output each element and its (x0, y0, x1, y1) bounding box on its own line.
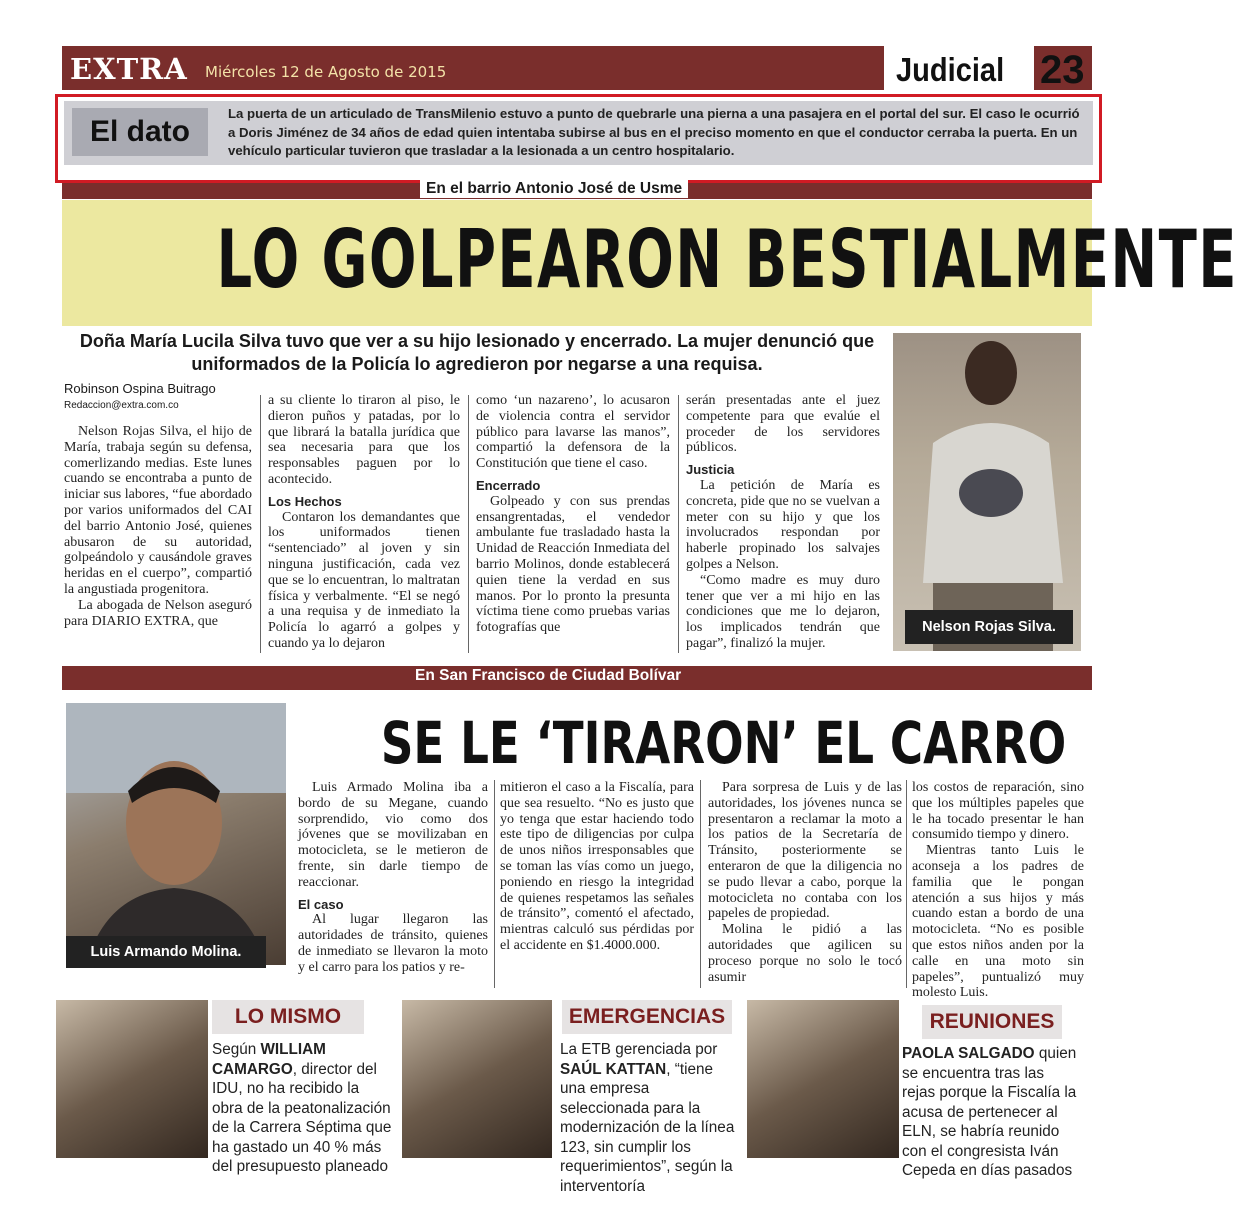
story2-column-3 (708, 780, 902, 985)
story1-headline: LO GOLPEARON BESTIALMENTE (216, 213, 1238, 306)
newspaper-logo: EXTRA (70, 52, 188, 86)
story1-col1-paragraph-2: La abogada de Nelson aseguró para DIARIO EXTRA, que (64, 597, 252, 629)
story1-column-3 (476, 393, 670, 636)
story1-column-4 (686, 393, 880, 652)
story1-email: Redaccion@extra.com.co (64, 400, 179, 411)
brief2-text (560, 1040, 740, 1195)
story2-column-1 (298, 780, 488, 976)
column-divider (700, 780, 701, 988)
brief1-lead: Según (212, 1041, 261, 1058)
story1-col2-paragraph: a su cliente lo tiraron al piso, le dieron puños y patadas, por lo que librará la batalla jurídica que sea necesaria para que los responsables paguen por lo acontecido. (268, 393, 460, 487)
brief3-tag: REUNIONES (922, 1005, 1062, 1039)
dato-label: El dato (72, 108, 208, 156)
story1-column-2 (268, 393, 460, 652)
brief1-tag: LO MISMO (212, 1000, 364, 1034)
brief3-photo (747, 1000, 899, 1158)
story2-col1-paragraph: Luis Armado Molina iba a bordo de su Megane, cuando sorprendido, vio como dos jóvenes que se movilizaban en motocicleta, se le metieron de frente, sin darle tiempo de reaccionar. (298, 780, 488, 890)
story2-col3-paragraph: Para sorpresa de Luis y de las autoridades, los jóvenes nunca se presentaron a reclamar la moto a los patios de la Secretaría de Tránsito, posteriormente se enteraron de que la diligencia no se pudo llevar a cabo, porque la motocicleta no contaba con los papeles de propiedad. (708, 780, 902, 922)
story1-subhead-justicia: Justicia (686, 462, 735, 478)
story1-col4-paragraph-2: La petición de María es concreta, pide que no se vuelvan a meter con su hijo y que los involucrados respondan por haberle propinado los salvajes golpes a Nelson. (686, 477, 880, 572)
story1-photo (893, 333, 1081, 651)
story1-col2-paragraph-2: Contaron los demandantes que los uniformados tienen “sentenciado” al joven y sin ninguna justificación, cada vez que se lo encuentran, lo maltratan física y verbalmente. “El se negó a una requisa y de inmediato la Policía lo agarró a golpes y cuando ya lo dejaron (268, 509, 460, 651)
portrait-photo-icon (66, 703, 286, 965)
section-title: Judicial (896, 51, 1005, 88)
brief2-tag: EMERGENCIAS (562, 1000, 732, 1034)
story1-author: Robinson Ospina Buitrago (64, 381, 216, 396)
story2-col3-paragraph-2: Molina le pidió a las autoridades que agilicen su proceso porque no solo le tocó asumir (708, 922, 902, 985)
column-divider (906, 780, 907, 988)
story1-column-1 (64, 424, 252, 629)
brief1-text (212, 1040, 392, 1175)
column-divider (678, 395, 679, 653)
story2-photo-caption: Luis Armando Molina. (66, 936, 266, 968)
story1-col4-paragraph: serán presentadas ante el juez competente para que evalúe el proceder de los servidores públicos. (686, 393, 880, 456)
brief2-rest: , “tiene una empresa seleccionada para la modernización de la línea 123, sin cumplir los requerimientos”, según la interventoría (560, 1060, 735, 1195)
page-number: 23 (1040, 48, 1085, 92)
brief1-photo (56, 1000, 208, 1158)
story1-col4-paragraph-3: “Como madre es muy duro tener que ver a mi hijo en las condiciones que me lo dejaron, los implicados tendrán que pagar”, finalizó la mujer. (686, 572, 880, 651)
story1-subhead-hechos: Los Hechos (268, 493, 342, 509)
story2-col1-paragraph-2: Al lugar llegaron las autoridades de tránsito, quienes de inmediato se llevaron la moto y el carro para los patios y re- (298, 912, 488, 975)
brief2-lead: La ETB gerenciada por (560, 1041, 718, 1058)
brief3-name: PAOLA SALGADO (902, 1045, 1035, 1062)
story2-kicker: En San Francisco de Ciudad Bolívar (415, 667, 682, 684)
column-divider (468, 395, 469, 653)
story1-kicker: En el barrio Antonio José de Usme (420, 180, 688, 198)
brief1-name: WILLIAM CAMARGO (212, 1041, 326, 1078)
story2-column-2 (500, 780, 694, 954)
brief3-text (902, 1044, 1080, 1179)
story1-deck: Doña María Lucila Silva tuvo que ver a su hijo lesionado y encerrado. La mujer denunció que uniformados de la Policía lo agredieron por negarse a una requisa. (79, 331, 875, 374)
story2-photo (66, 703, 286, 965)
brief2-photo (402, 1000, 552, 1158)
brief3-rest: quien se encuentra tras las rejas porque la Fiscalía la acusa de pertenecer al ELN, se habría reunido con el congresista Iván Cepeda en días pasados (902, 1045, 1077, 1179)
story2-col2-paragraph: mitieron el caso a la Fiscalía, para que sea resuelto. “No es justo que yo tenga que estar haciendo todo este tipo de diligencias por culpa de unos niños irresponsables que se toman las vías como un juego, poniendo en riesgo la integridad de quienes respetamos las señales de tránsito”, comentó el afectado, mientras calculó sus pérdidas por el accidente en $1.4000.000. (500, 780, 694, 953)
column-divider (494, 780, 495, 988)
story2-column-4 (912, 780, 1084, 1001)
issue-date: Miércoles 12 de Agosto de 2015 (205, 63, 447, 81)
story1-photo-caption: Nelson Rojas Silva. (905, 610, 1073, 644)
story2-col4-paragraph-2: Mientras tanto Luis le aconseja a los padres de familia que le pongan atención a sus hijos y más cuando estan a bordo de una motocicleta. “No es posible que estos niños anden por la calle en una moto sin papeles”, puntualizó muy molesto Luis. (912, 843, 1084, 1001)
story2-col4-paragraph: los costos de reparación, sino que los múltiples papeles que le ha tocado presentar le han consumido tiempo y dinero. (912, 780, 1084, 843)
story1-col3-paragraph-2: Golpeado y con sus prendas ensangrentadas, el vendedor ambulante fue trasladado hasta la Unidad de Reacción Inmediata del barrio Molinos, donde establecerá quien tiene la verdad en sus manos. Por lo pronto la presunta víctima tiene como pruebas varias fotografías que (476, 493, 670, 636)
column-divider (260, 395, 261, 653)
person-photo-icon (893, 333, 1081, 651)
story2-headline: SE LE ‘TIRARON’ EL CARRO (380, 709, 1067, 777)
story1-subhead-encerrado: Encerrado (476, 477, 541, 493)
brief1-rest: , director del IDU, no ha recibido la obra de la peatonalización de la Carrera Séptima que ha gastado un 40 % más del presupuesto planeado (212, 1060, 392, 1175)
dato-text: La puerta de un articulado de TransMilenio estuvo a punto de quebrarle una pierna a una pasajera en el portal del sur. El caso le ocurrió a Doris Jiménez de 34 años de edad quien intentaba subirse al bus en el preciso momento en que el conductor cerraba la puerta. En un vehículo particular tuvieron que trasladar a la lesionada a un centro hospitalario. (228, 106, 1080, 158)
story1-col3-paragraph: como ‘un nazareno’, lo acusaron de violencia contra el servidor público para lavarse las manos”, compartió la defensora de la Constitución que tiene el caso. (476, 393, 670, 472)
story2-subhead-caso: El caso (298, 896, 344, 912)
brief2-name: SAÚL KATTAN (560, 1060, 667, 1078)
story1-col1-paragraph: Nelson Rojas Silva, el hijo de María, trabaja según su defensa, comerlizando medias. Este lunes cuando se encontraba a punto de iniciar sus labores, “fue abordado por varios uniformados del CAI del barrio Antonio José, quienes abusaron de su autoridad, golpeándolo y causándole graves heridas en el cuerpo”, compartió la angustiada progenitora. (64, 424, 252, 597)
